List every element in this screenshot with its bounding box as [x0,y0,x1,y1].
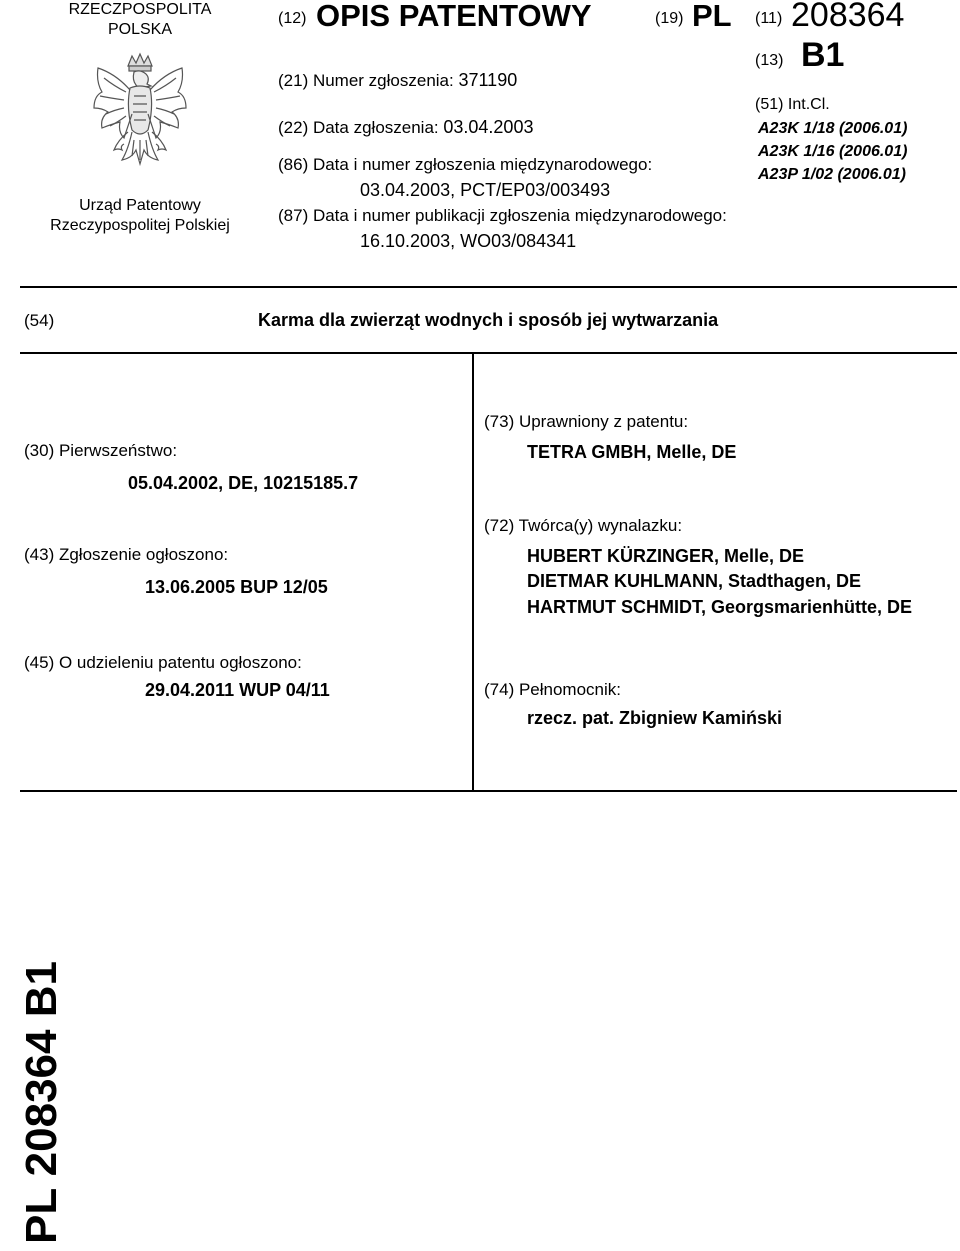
filing-date-value: 03.04.2003 [443,117,534,137]
kind-code: B1 [801,36,845,74]
country-name [40,0,240,40]
publication-value: 13.06.2005 BUP 12/05 [145,577,328,597]
filing-date-row [278,117,533,138]
title-code: (54) [24,311,55,330]
owner-value: TETRA GMBH, Melle, DE [527,442,737,462]
owner-label: (73) Uprawniony z patentu: [484,412,689,431]
international-application-value: 03.04.2003, PCT/EP03/003493 [360,180,611,200]
divider-top [20,286,957,288]
code-11: (11) [755,10,783,27]
column-divider [472,352,474,792]
priority-value: 05.04.2002, DE, 10215185.7 [128,473,359,493]
inventor-2: DIETMAR KUHLMANN, Stadthagen, DE [527,571,861,591]
attorney-label: (74) Pełnomocnik: [484,680,622,699]
international-publication-value: 16.10.2003, WO03/084341 [360,231,577,251]
international-publication-label: (87) Data i numer publikacji zgłoszenia międzynarodowego: [278,206,727,225]
office-name-line1: Urząd Patentowy [79,197,201,214]
code-12: (12) [278,10,307,27]
eagle-emblem-icon [88,52,192,182]
inventor-3: HARTMUT SCHMIDT, Georgsmarienhütte, DE [527,597,913,617]
side-label: PL 208364 B1 [17,961,66,1244]
filing-date-label: (22) Data zgłoszenia: [278,118,439,137]
priority-label: (30) Pierwszeństwo: [24,441,178,460]
country-code: PL [692,0,732,33]
application-number-row [278,70,517,91]
int-cl-code-3: A23P 1/02 (2006.01) [758,166,906,183]
country-name-line1: RZECZPOSPOLITA [68,1,212,18]
inventor-1: HUBERT KÜRZINGER, Melle, DE [527,546,805,566]
code-13: (13) [755,52,784,69]
publication-label: (43) Zgłoszenie ogłoszono: [24,545,229,564]
international-application-label: (86) Data i numer zgłoszenia międzynarodowego: [278,155,653,174]
application-number-value: 371190 [458,70,518,90]
office-name-line2: Rzeczypospolitej Polskiej [50,217,230,234]
patent-number: 208364 [791,0,905,34]
document-type: OPIS PATENTOWY [316,0,592,33]
application-number-label: (21) Numer zgłoszenia: [278,71,454,90]
country-name-line2: POLSKA [107,21,173,38]
invention-title: Karma dla zwierząt wodnych i sposób jej wytwarzania [258,310,719,330]
attorney-value: rzecz. pat. Zbigniew Kamiński [527,708,783,728]
grant-value: 29.04.2011 WUP 04/11 [145,680,330,700]
int-cl-label: (51) Int.Cl. [755,96,830,113]
code-19: (19) [655,10,684,27]
divider-title [20,352,957,354]
grant-label: (45) O udzieleniu patentu ogłoszono: [24,653,302,672]
divider-bottom [20,790,957,792]
int-cl-code-1: A23K 1/18 (2006.01) [758,120,908,137]
inventors-label: (72) Twórca(y) wynalazku: [484,516,683,535]
int-cl-code-2: A23K 1/16 (2006.01) [758,143,908,160]
office-name [40,196,240,236]
